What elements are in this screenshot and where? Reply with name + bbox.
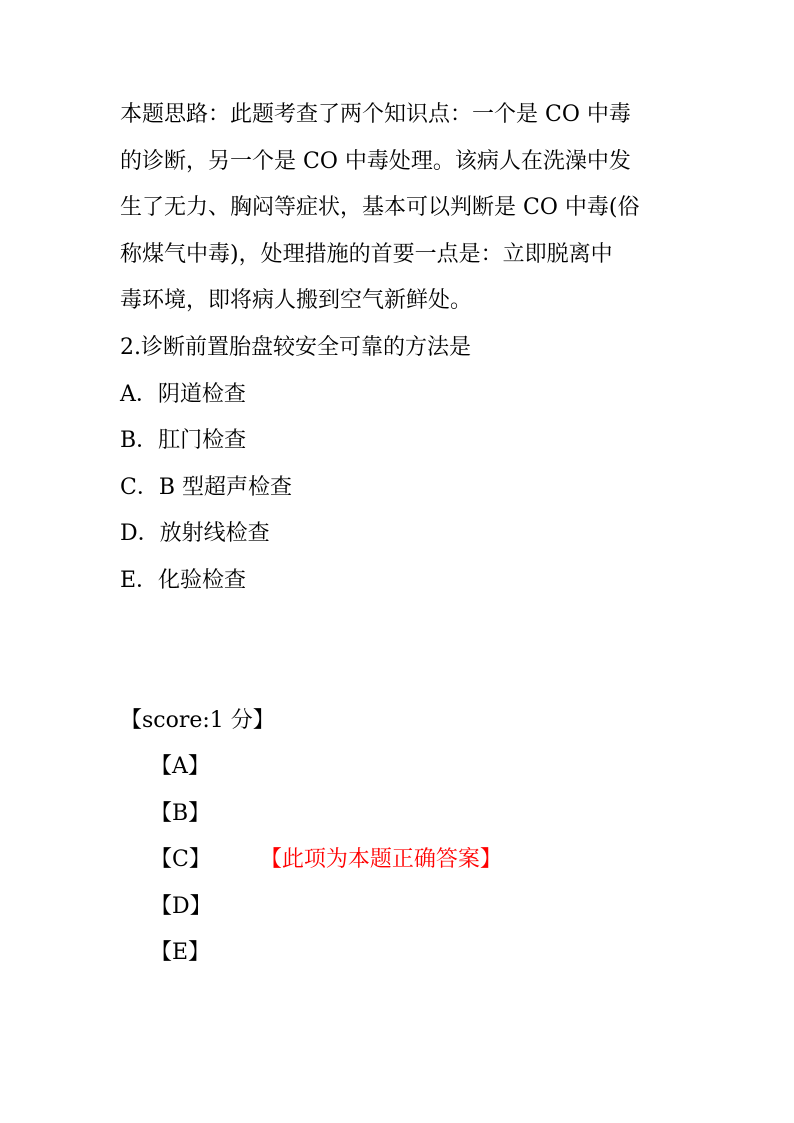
explanation-line: 称煤气中毒)，处理措施的首要一点是：立即脱离中 (120, 241, 613, 267)
explanation-line: 的诊断，另一个是 CO 中毒处理。该病人在洗澡中发 (120, 148, 631, 174)
option-a: A．阴道检查 (120, 381, 246, 407)
answer-label: 【E】 (150, 940, 211, 965)
answer-list (150, 744, 502, 977)
answer-row-b (150, 791, 502, 838)
option-c: C．B 型超声检查 (120, 474, 292, 500)
option-b: B．肛门检查 (120, 428, 247, 453)
answer-row-d (150, 884, 502, 931)
option-e: E．化验检查 (120, 567, 247, 593)
answer-label: 【A】 (150, 754, 210, 779)
correct-answer-note: 【此项为本题正确答案】 (259, 847, 502, 872)
answer-row-e (150, 930, 502, 977)
score-label: 【score:1 分】 (120, 708, 275, 733)
answer-label: 【D】 (150, 893, 212, 919)
answer-label: 【C】 (150, 847, 211, 872)
question-stem: 2.诊断前置胎盘较安全可靠的方法是 (120, 335, 471, 360)
explanation-line: 本题思路：此题考查了两个知识点：一个是 CO 中毒 (120, 102, 631, 127)
explanation-line: 毒环境，即将病人搬到空气新鲜处。 (120, 288, 473, 313)
explanation-line: 生了无力、胸闷等症状，基本可以判断是 CO 中毒(俗 (120, 195, 640, 220)
answer-row-a (150, 744, 502, 791)
answer-row-c (150, 837, 502, 884)
option-d: D．放射线检查 (120, 521, 270, 546)
answer-label: 【B】 (150, 800, 211, 826)
explanation-paragraph (120, 92, 680, 325)
question-block (120, 325, 471, 604)
